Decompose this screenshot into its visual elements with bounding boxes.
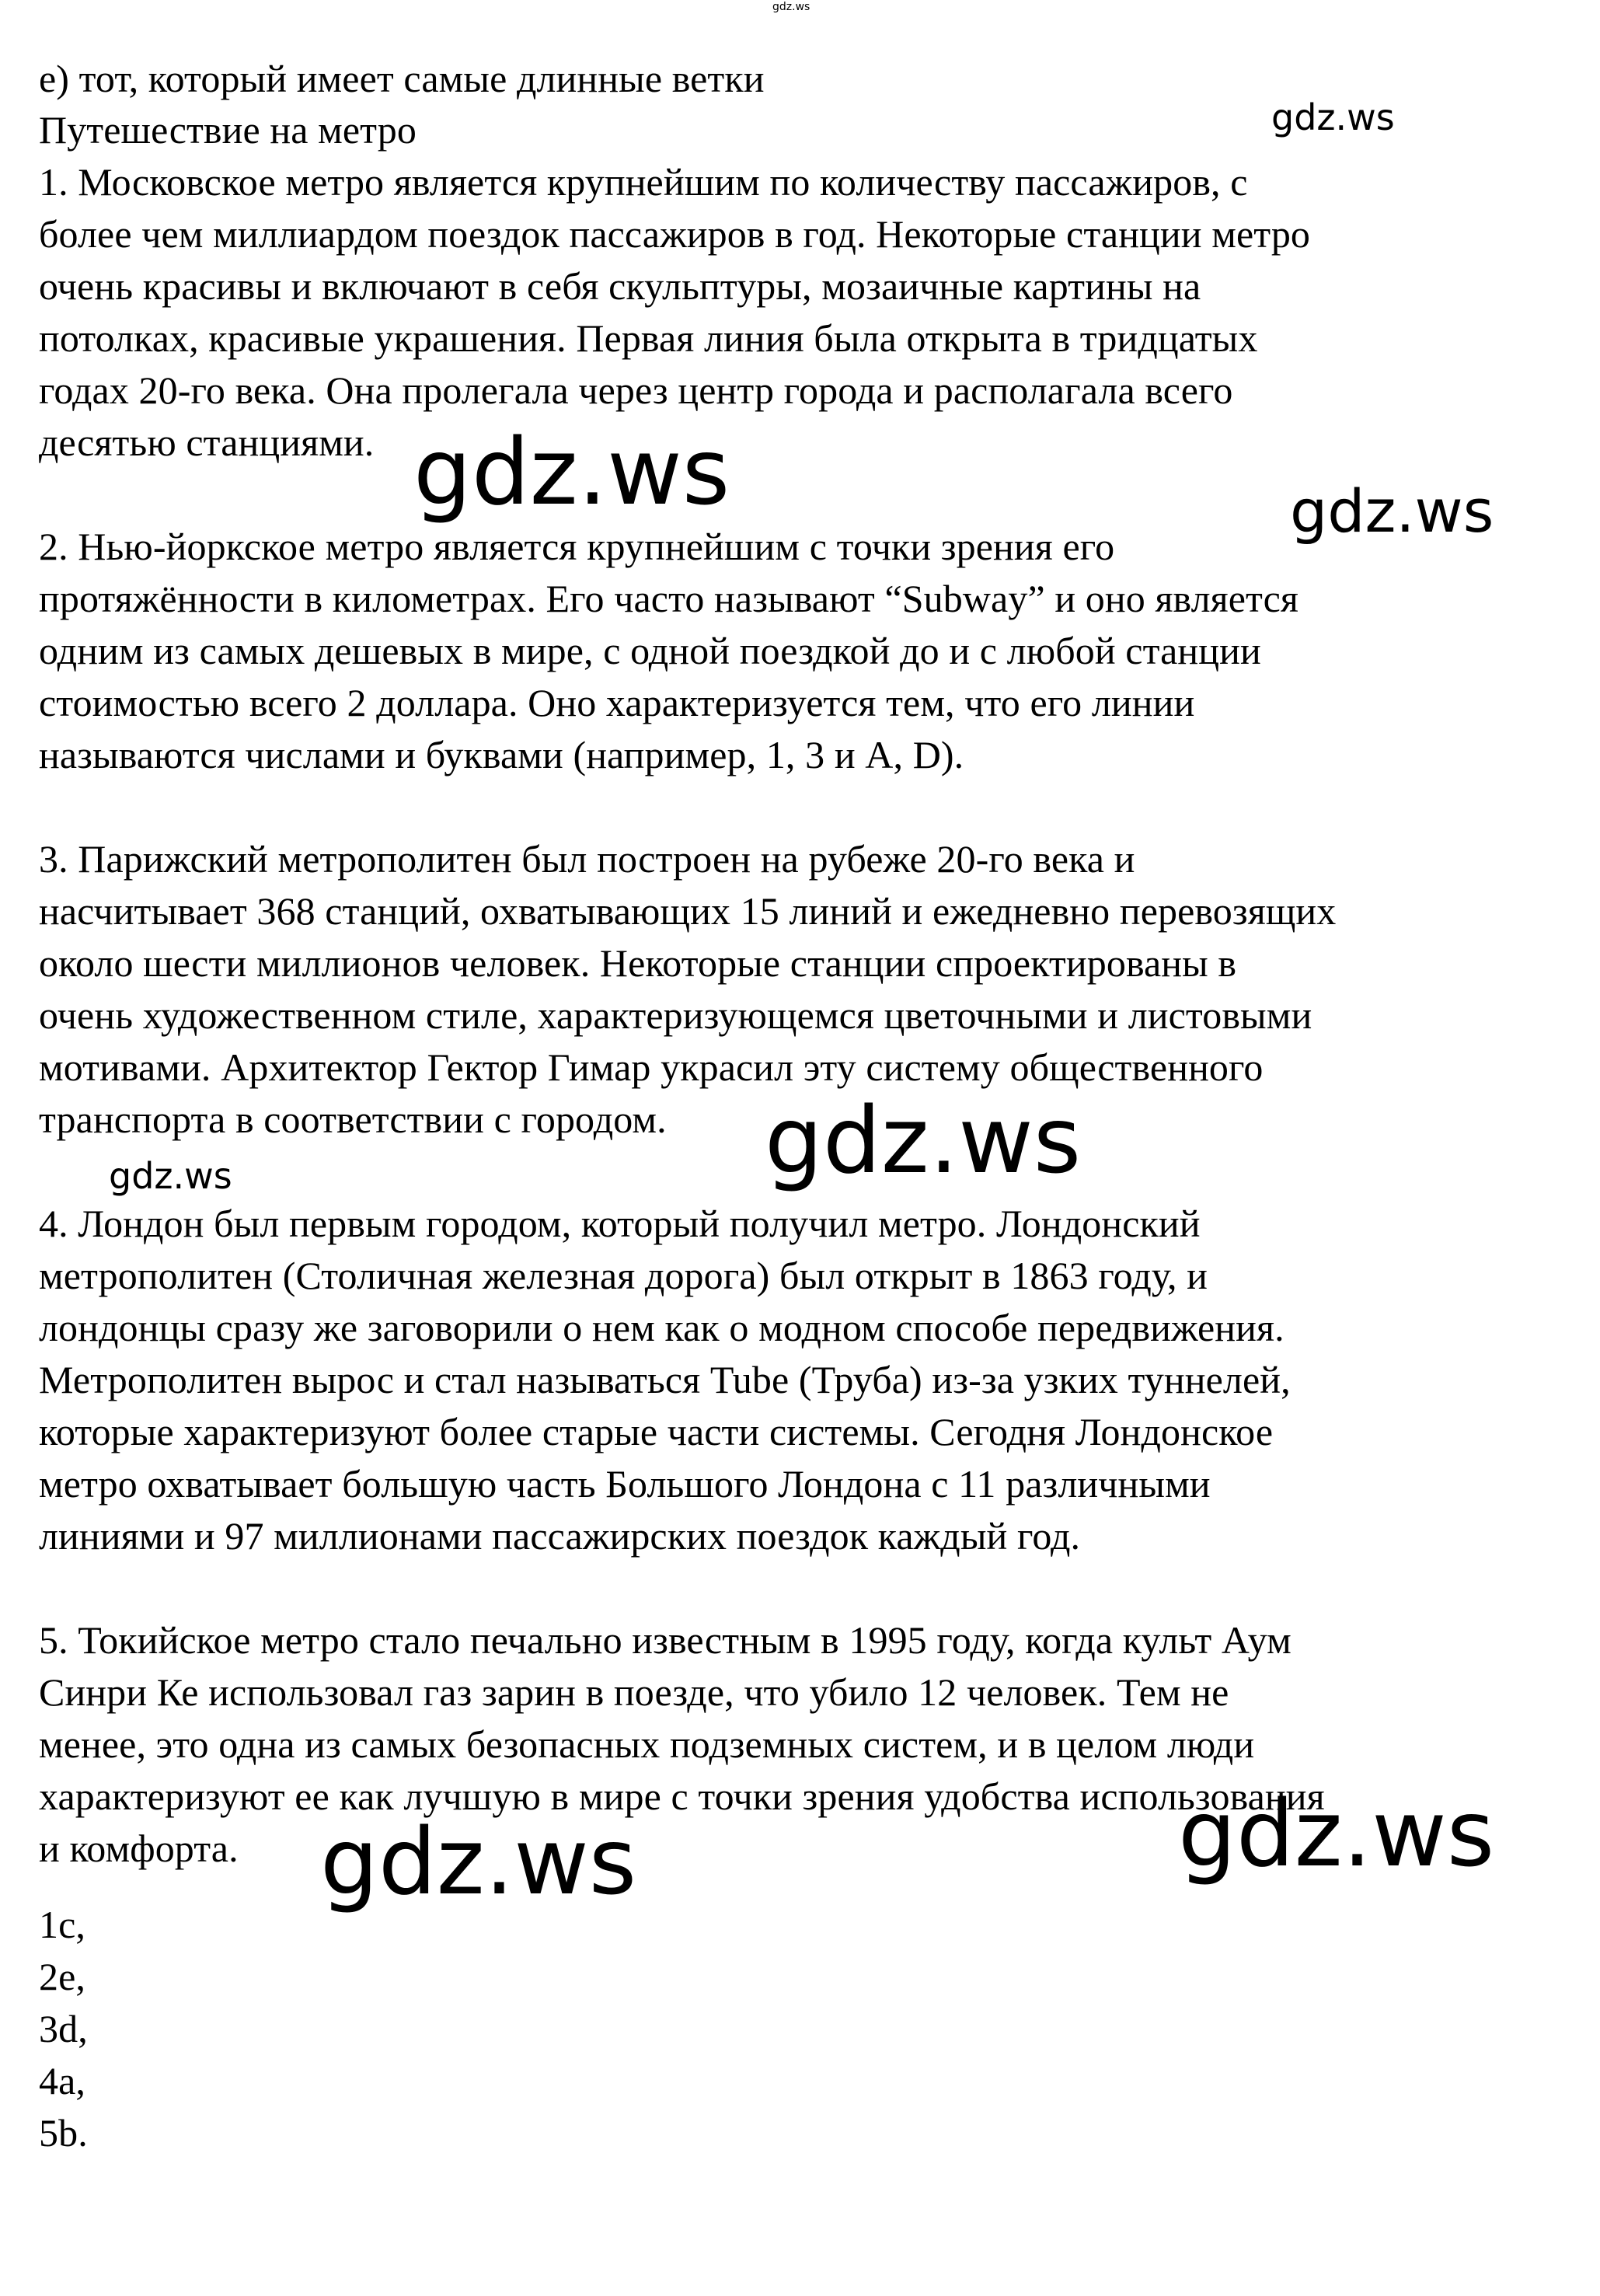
answer-3: 3d, <box>39 2007 88 2050</box>
answer-2: 2e, <box>39 1955 85 1998</box>
paragraph-5-line-4: характеризуют ее как лучшую в мире с точки зрения удобства использования <box>39 1774 1325 1818</box>
watermark-big-2: gdz.ws <box>765 1087 1082 1194</box>
paragraph-4-line-4: Метрополитен вырос и стал называться Tube (Труба) из-за узких туннелей, <box>39 1358 1291 1401</box>
watermark-big-1: gdz.ws <box>413 418 730 525</box>
watermark-big-3: gdz.ws <box>320 1808 637 1915</box>
paragraph-3-line-5: мотивами. Архитектор Гектор Гимар украсил эту систему общественного <box>39 1045 1264 1089</box>
answer-1: 1c, <box>39 1903 85 1946</box>
paragraph-3-line-4: очень художественном стиле, характеризующемся цветочными и листовыми <box>39 993 1312 1037</box>
paragraph-3-line-1: 3. Парижский метрополитен был построен на рубеже 20-го века и <box>39 837 1135 881</box>
answer-4: 4a, <box>39 2059 85 2102</box>
paragraph-4-line-2: метрополитен (Столичная железная дорога) был открыт в 1863 году, и <box>39 1254 1208 1297</box>
paragraph-5-line-5: и комфорта. <box>39 1827 239 1870</box>
paragraph-4-line-3: лондонцы сразу же заговорили о нем как о модном способе передвижения. <box>39 1306 1285 1349</box>
paragraph-5-line-2: Синри Ке использовал газ зарин в поезде, что убило 12 человек. Тем не <box>39 1670 1229 1714</box>
paragraph-1-line-4: потолках, красивые украшения. Первая линия была открыта в тридцатых <box>39 316 1258 360</box>
paragraph-3-line-3: около шести миллионов человек. Некоторые станции спроектированы в <box>39 941 1237 985</box>
paragraph-3-line-6: транспорта в соответствии с городом. <box>39 1097 667 1141</box>
watermark-top: gdz.ws <box>772 1 810 13</box>
paragraph-1-line-3: очень красивы и включают в себя скульптуры, мозаичные картины на <box>39 264 1201 308</box>
paragraph-2-line-1: 2. Нью-йоркское метро является крупнейшим с точки зрения его <box>39 525 1115 568</box>
paragraph-4-line-6: метро охватывает большую часть Большого Лондона с 11 различными <box>39 1462 1211 1506</box>
paragraph-1-line-6: десятью станциями. <box>39 420 375 464</box>
paragraph-1-line-5: годах 20-го века. Она пролегала через центр города и располагала всего <box>39 368 1233 412</box>
paragraph-2-line-4: стоимостью всего 2 доллара. Оно характеризуется тем, что его линии <box>39 681 1195 724</box>
watermark-small-left: gdz.ws <box>109 1155 232 1197</box>
paragraph-1-line-2: более чем миллиардом поездок пассажиров в год. Некоторые станции метро <box>39 212 1311 256</box>
answer-5: 5b. <box>39 2111 88 2155</box>
watermark-medium-right: gdz.ws <box>1290 476 1494 546</box>
paragraph-3-line-2: насчитывает 368 станций, охватывающих 15 линий и ежедневно перевозящих <box>39 889 1337 933</box>
paragraph-2-line-5: называются числами и буквами (например, 1, 3 и A, D). <box>39 733 964 776</box>
paragraph-4-line-1: 4. Лондон был первым городом, который получил метро. Лондонский <box>39 1202 1201 1245</box>
paragraph-1-line-1: 1. Московское метро является крупнейшим по количеству пассажиров, с <box>39 160 1248 204</box>
paragraph-2-line-3: одним из самых дешевых в мире, с одной поездкой до и с любой станции <box>39 629 1261 672</box>
paragraph-5-line-1: 5. Токийское метро стало печально известным в 1995 году, когда культ Аум <box>39 1618 1292 1662</box>
paragraph-4-line-5: которые характеризуют более старые части системы. Сегодня Лондонское <box>39 1410 1274 1453</box>
watermark-small-top-right: gdz.ws <box>1271 96 1395 138</box>
paragraph-5-line-3: менее, это одна из самых безопасных подземных систем, и в целом люди <box>39 1722 1255 1766</box>
answer-e-line: e) тот, который имеет самые длинные ветки <box>39 57 765 100</box>
watermark-big-4: gdz.ws <box>1178 1780 1495 1887</box>
paragraph-4-line-7: линиями и 97 миллионами пассажирских поездок каждый год. <box>39 1514 1081 1558</box>
paragraph-2-line-2: протяжённости в километрах. Его часто называют “Subway” и оно является <box>39 577 1298 620</box>
section-title: Путешествие на метро <box>39 108 417 152</box>
